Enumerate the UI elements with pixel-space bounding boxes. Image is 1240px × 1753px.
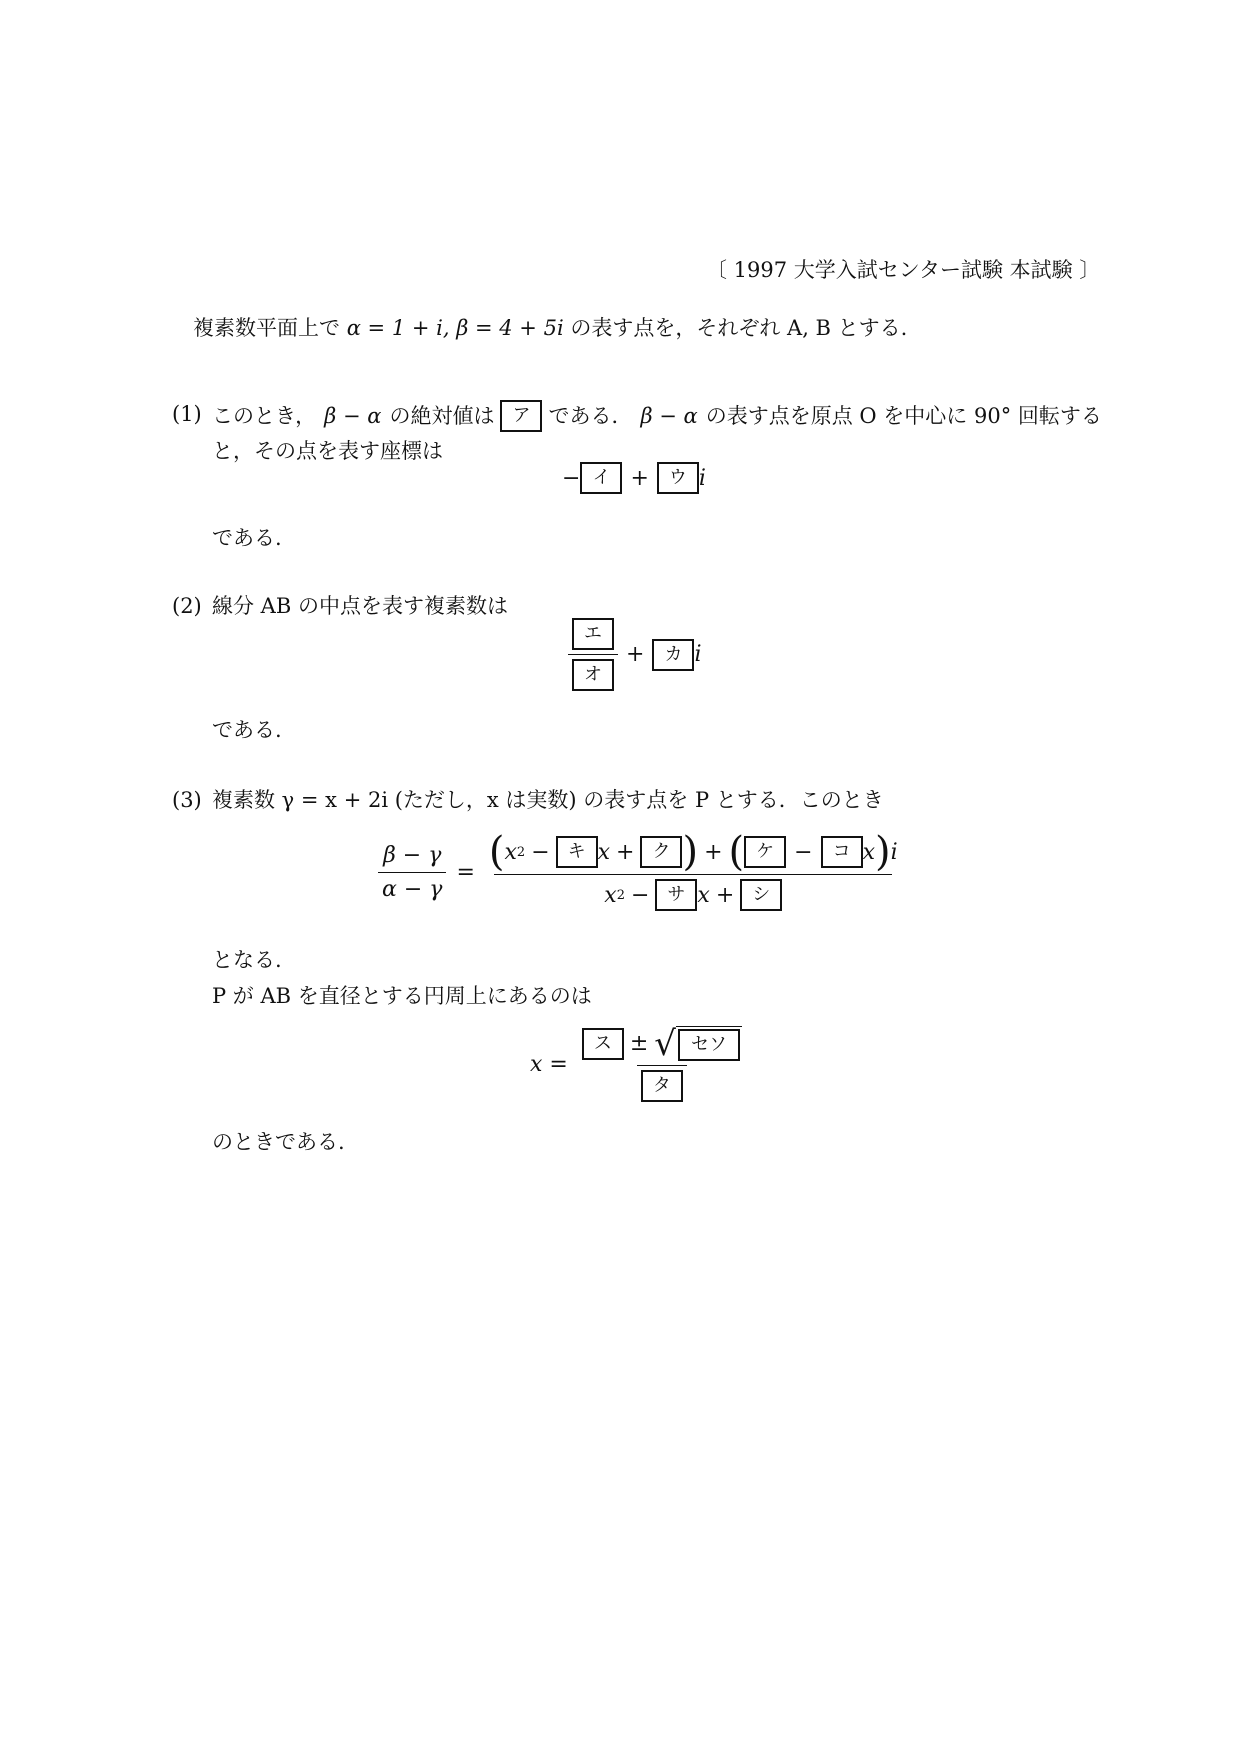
q3-solution-fraction (578, 1023, 746, 1102)
q2-fraction (568, 618, 618, 691)
q3-text: 複素数 γ = x + 2i (ただし，x は実数) の表す点を P とする．このとき (212, 788, 884, 812)
answer-box-ke[interactable]: ケ (744, 836, 786, 868)
answer-box-shi[interactable]: シ (740, 879, 782, 911)
answer-box-sa[interactable]: サ (655, 879, 697, 911)
answer-box-ta[interactable]: タ (641, 1070, 683, 1102)
q3-x2: x (504, 839, 517, 865)
q2-plus: + (626, 642, 645, 667)
q2-end: である. (212, 718, 282, 742)
intro-text-after: の表す点を，それぞれ A, B とする. (570, 316, 908, 340)
q3-unit-i: i (890, 839, 898, 865)
answer-box-ka[interactable]: カ (652, 639, 694, 671)
q1-unit-i: i (698, 465, 706, 491)
answer-box-ko[interactable]: コ (821, 836, 863, 868)
q1-answer-expression (562, 462, 706, 494)
sqrt-symbol: √ セソ (654, 1026, 742, 1061)
q3-plus-1: + (616, 839, 635, 865)
q1-part4: の表す点を原点 O を中心に 90° 回転する (705, 404, 1102, 428)
answer-box-a[interactable]: ア (500, 400, 542, 432)
q1-expr2: β − α (640, 404, 698, 428)
q1-line1 (212, 400, 1102, 432)
q3-plus-2: + (704, 839, 723, 865)
answer-box-u[interactable]: ウ (657, 462, 699, 494)
q3-after: となる. (212, 948, 282, 972)
q3-den-minus: − (630, 882, 650, 908)
q1-part2: の絶対値は (389, 404, 495, 428)
q3-den-sq: 2 (616, 887, 625, 903)
q3-main-equation (378, 829, 902, 911)
q2-answer-expression (568, 618, 701, 691)
source-label: 〔 1997 大学入試センター試験 本試験 〕 (706, 258, 1101, 282)
answer-box-seso[interactable]: セソ (678, 1029, 740, 1061)
q1-minus: − (562, 465, 581, 491)
answer-box-i[interactable]: イ (580, 462, 622, 494)
q3-den-x: x (697, 882, 710, 908)
answer-box-ku[interactable]: ク (640, 836, 682, 868)
q1-part1: このとき， (212, 404, 317, 428)
q1-part3: である． (548, 404, 633, 428)
q1-line2: と，その点を表す座標は (212, 439, 443, 463)
q3-rhs-fraction: ( x 2 − キ x + ク ) + ( ケ − コ x ) i x 2 − サ x + シ (485, 834, 902, 911)
q3-minus-2: − (794, 839, 813, 865)
q1-plus: + (630, 465, 649, 491)
q2-text: 線分 AB の中点を表す複素数は (212, 594, 508, 618)
q3-den-x2: x (604, 882, 617, 908)
q2-unit-i: i (694, 642, 702, 667)
q1-expr1: β − α (324, 404, 382, 428)
answer-box-ki[interactable]: キ (556, 836, 598, 868)
q3-x-eq: x = (530, 1051, 568, 1077)
q3-lhs-fraction (378, 843, 446, 902)
q1-number: (1) (172, 402, 202, 426)
intro-text-before: 複素数平面上で (193, 316, 340, 340)
q3-end: のときである. (212, 1130, 345, 1154)
q3-pm: ± (629, 1031, 649, 1056)
q2-number: (2) (172, 594, 202, 618)
q3-den-plus: + (715, 882, 735, 908)
q3-minus-1: − (531, 839, 550, 865)
q3-x-solution (530, 1023, 746, 1102)
intro-line (193, 314, 907, 342)
q3-number: (3) (172, 788, 202, 812)
q3-lhs-den: α − γ (378, 872, 446, 902)
q3-circle-text: P が AB を直径とする円周上にあるのは (212, 984, 592, 1008)
q3-equals: = (456, 860, 475, 885)
intro-formula: α = 1 + i, β = 4 + 5i (346, 316, 564, 340)
q3-x-2: x (862, 839, 875, 865)
answer-box-e[interactable]: エ (572, 618, 614, 650)
q3-sq: 2 (516, 844, 526, 860)
q3-lhs-num: β − γ (383, 843, 442, 868)
answer-box-su[interactable]: ス (582, 1028, 624, 1060)
answer-box-o[interactable]: オ (572, 659, 614, 691)
q1-end: である. (212, 526, 282, 550)
q3-x-1: x (597, 839, 611, 865)
